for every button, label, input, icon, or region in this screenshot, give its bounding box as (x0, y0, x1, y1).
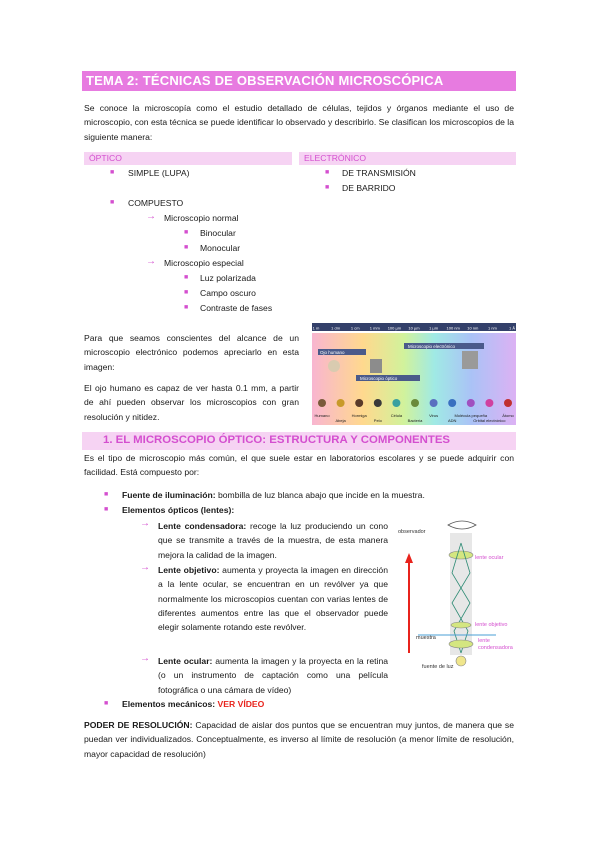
scale-item-label: Pelo (373, 418, 382, 423)
light-bulb-icon (456, 656, 466, 666)
optico-binocular: Binocular (200, 228, 236, 238)
scale-item-picture (374, 399, 382, 407)
bullet-icon: ■ (104, 700, 109, 707)
scale-item-label: Célula (390, 413, 403, 418)
scale-tick-label: 10 µm (408, 325, 420, 331)
bullet-icon: ■ (104, 491, 109, 498)
section-1-intro: Es el tipo de microscopio más común, el que suele estar en laboratorios escolares y se puede adquirir con facilidad. Está compuesto por: (84, 453, 514, 478)
lente-condensadora-label-1: lente (478, 638, 490, 644)
poder-resolucion-paragraph: PODER DE RESOLUCIÓN: Capacidad de aislar dos puntos que se encuentran muy juntos, de manera que se puedan ver individualizados. Conceptualmente, es inverso al límite de resolución (a menor límite de resolución, mayor capacidad de resolución) (84, 720, 514, 759)
scale-item-label: Humano (314, 413, 330, 418)
scale-tick-label: 100 µm (387, 325, 402, 331)
arrow-head-icon (405, 553, 413, 563)
scale-item-picture (318, 399, 326, 407)
optico-normal: Microscopio normal (164, 213, 239, 223)
bullet-icon: ■ (104, 506, 109, 513)
lente-objetivo-item: Lente objetivo: aumenta y proyecta la imagen en dirección a la lente ocular, se encuentran en un revólver ya que normalmente los microscopios cuentan con varias lentes de diferentes aumentos entre las que el observador puede elegir solamente rotando este revólver. (158, 565, 388, 633)
ver-video-link[interactable]: VER VÍDEO (217, 699, 265, 709)
electronico-header: ELECTRÓNICO (299, 152, 516, 165)
arrow-icon: → (140, 653, 150, 664)
scale-tick-label: 1 dm (331, 325, 341, 331)
lente-objetivo-label: lente objetivo (475, 622, 508, 628)
intro-paragraph: Se conoce la microscopía como el estudio detallado de células, tejidos y órganos mediante el uso de microscopio, con esta técnica se puede identificar lo observado y describirlo. Se clasifican los microscopios de la siguiente manera: (84, 103, 514, 142)
scale-item-label: Orbital electrónico (473, 418, 506, 423)
eye-picture (328, 360, 340, 372)
optico-contraste: Contraste de fases (200, 303, 273, 313)
mecanicos-item: Elementos mecánicos: VER VÍDEO (122, 699, 265, 709)
objective-lens (451, 622, 471, 628)
scale-item-label: Hormiga (351, 413, 367, 418)
bullet-icon: ■ (184, 274, 189, 281)
scale-paragraph-2: El ojo humano es capaz de ver hasta 0.1 mm, a partir de ahí pueden observar los microscopios con gran resolución y nitidez. (84, 383, 299, 422)
electron-microscope-picture (462, 351, 478, 369)
scale-item-label: ADN (447, 418, 457, 423)
scale-item-picture (430, 399, 438, 407)
bullet-icon: ■ (325, 169, 330, 176)
lente-condensadora-label-2: condensadora (478, 645, 513, 651)
scale-paragraph-1: Para que seamos conscientes del alcance de un microscopio electrónico podemos apreciarlo en esta imagen: (84, 333, 299, 372)
bullet-icon: ■ (184, 229, 189, 236)
condenser-lens (449, 640, 473, 648)
scale-tick-label: 1 nm (487, 325, 497, 331)
scale-item-picture (485, 399, 493, 407)
scale-item-label: Abeja (335, 418, 346, 423)
scale-item-label: Bacteria (407, 418, 423, 423)
scale-tick-label: 1 m (312, 325, 320, 331)
arrow-icon: → (146, 211, 156, 222)
fuente-item (122, 490, 425, 500)
lente-ocular-label: lente ocular (475, 555, 504, 561)
optico-monocular: Monocular (200, 243, 241, 253)
bullet-icon: ■ (184, 304, 189, 311)
microscope-diagram (396, 513, 518, 673)
scale-tick-label: 10 nm (467, 325, 479, 331)
lente-condensadora-item: Lente condensadora: recoge la luz produciendo un cono que se transmite a través de la muestra, de esta manera mejora la calidad de la imagen. (158, 521, 388, 560)
scale-tick-label: 1 µm (429, 325, 439, 331)
lente-ocular-item: Lente ocular: aumenta la imagen y la proyecta en la retina (o un instrumento de captación como una película fotográfica o una cámara de vídeo) (158, 656, 388, 695)
fuente-text: bombilla de luz blanca abajo que incide en la muestra. (215, 490, 425, 500)
bullet-icon: ■ (325, 184, 330, 191)
microscopy-scale-image (312, 321, 516, 425)
optico-luz: Luz polarizada (200, 273, 256, 283)
scale-tick-label: 100 nm (446, 325, 460, 331)
scale-item-picture (392, 399, 400, 407)
optico-simple: SIMPLE (LUPA) (128, 168, 190, 178)
optico-header: ÓPTICO (84, 152, 292, 165)
fuente-label: Fuente de iluminación: (122, 490, 216, 500)
arrow-icon: → (146, 256, 156, 267)
muestra-label: muestra (416, 635, 436, 641)
bullet-icon: ■ (110, 169, 115, 176)
elementos-label: Elementos ópticos (lentes): (122, 505, 235, 515)
electronico-transmision: DE TRANSMISIÓN (342, 168, 416, 178)
scale-tick-label: 1 mm (369, 325, 380, 331)
bullet-icon: ■ (184, 244, 189, 251)
scale-item-picture (337, 399, 345, 407)
fuente-luz-label: fuente de luz (422, 664, 454, 670)
observador-label: observador (398, 529, 426, 535)
arrow-icon: → (140, 518, 150, 529)
optico-compuesto: COMPUESTO (128, 198, 184, 208)
bullet-icon: ■ (110, 199, 115, 206)
scale-item-picture (467, 399, 475, 407)
scale-tick-label: 1 Å (508, 325, 516, 331)
scale-item-picture (448, 399, 456, 407)
bullet-icon: ■ (184, 289, 189, 296)
section-1-title: 1. EL MICROSCOPIO ÓPTICO: ESTRUCTURA Y COMPONENTES (103, 434, 451, 446)
electronico-barrido: DE BARRIDO (342, 183, 396, 193)
ojo-label: Ojo humano (320, 350, 345, 355)
eye-icon (448, 521, 476, 529)
page-title: TEMA 2: TÉCNICAS DE OBSERVACIÓN MICROSCÓPICA (86, 73, 444, 88)
arrow-icon: → (140, 562, 150, 573)
scale-item-picture (411, 399, 419, 407)
scale-tick-label: 1 cm (350, 325, 360, 331)
mo-label: Microscopio óptico (360, 376, 398, 381)
scale-item-label: Molécula pequeña (454, 413, 488, 418)
scale-item-picture (504, 399, 512, 407)
scale-item-label: Átomo (502, 413, 514, 418)
optico-especial: Microscopio especial (164, 258, 244, 268)
optico-campo: Campo oscuro (200, 288, 256, 298)
ocular-lens (449, 551, 473, 559)
me-label: Microscopio electrónico (408, 344, 456, 349)
scale-item-picture (355, 399, 363, 407)
scale-item-label: Virus (429, 413, 439, 418)
optical-microscope-picture (370, 359, 382, 373)
